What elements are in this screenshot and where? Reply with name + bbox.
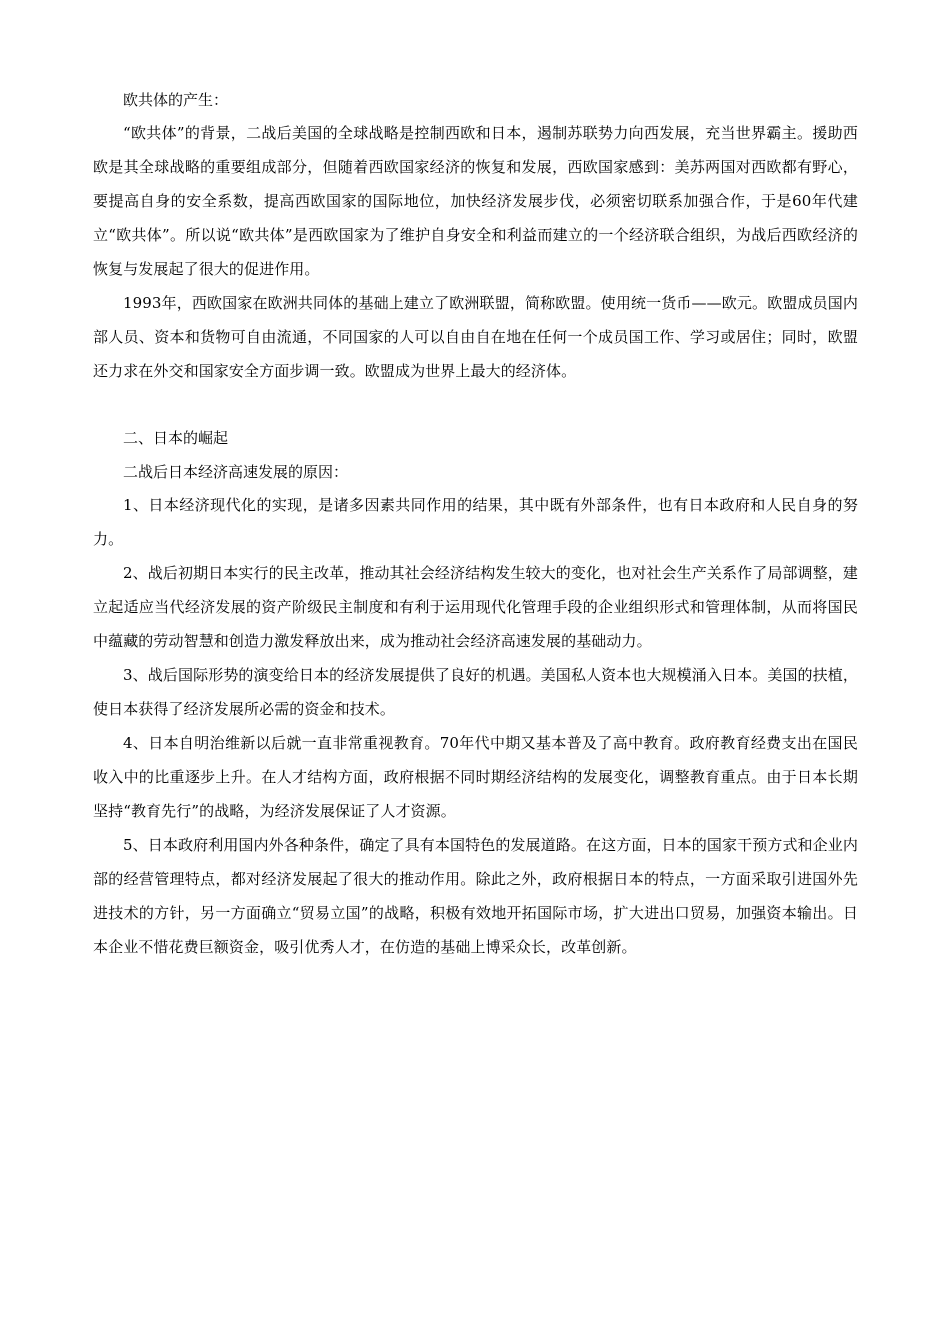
section2-paragraph-4: 4、日本自明治维新以后就一直非常重视教育。70年代中期又基本普及了高中教育。政府教育经费支出在国民收入中的比重逐步上升。在人才结构方面，政府根据不同时期经济结构的发展变化，调整教育重点。由于日本长期坚持“教育先行”的战略，为经济发展保证了人才资源。 [93, 734, 858, 820]
document-page [93, 90, 858, 964]
spacer [93, 448, 858, 462]
spacer [93, 388, 858, 428]
section2-paragraph-3: 3、战后国际形势的演变给日本的经济发展提供了良好的机遇。美国私人资本也大规模涌入日本。美国的扶植，使日本获得了经济发展所必需的资金和技术。 [93, 666, 858, 718]
section2-heading: 二、日本的崛起 [123, 429, 229, 447]
section1-paragraph-1: “欧共体”的背景，二战后美国的全球战略是控制西欧和日本，遏制苏联势力向西发展，充当世界霸主。援助西欧是其全球战略的重要组成部分，但随着西欧国家经济的恢复和发展，西欧国家感到：美苏两国对西欧都有野心，要提高自身的安全系数，提高西欧国家的国际地位，加快经济发展步伐，必须密切联系加强合作，于是60年代建立“欧共体”。所以说“欧共体”是西欧国家为了维护自身安全和利益而建立的一个经济联合组织，为战后西欧经济的恢复与发展起了很大的促进作用。 [93, 124, 858, 278]
section1-paragraph-2: 1993年，西欧国家在欧洲共同体的基础上建立了欧洲联盟，简称欧盟。使用统一货币——欧元。欧盟成员国内部人员、资本和货物可自由流通，不同国家的人可以自由自在地在任何一个成员国工作、学习或居住；同时，欧盟还力求在外交和国家安全方面步调一致。欧盟成为世界上最大的经济体。 [93, 294, 858, 380]
section2-subheading: 二战后日本经济高速发展的原因： [123, 463, 349, 481]
section2-paragraph-1: 1、日本经济现代化的实现，是诸多因素共同作用的结果，其中既有外部条件，也有日本政府和人民自身的努力。 [93, 496, 858, 548]
section2-paragraph-2: 2、战后初期日本实行的民主改革，推动其社会经济结构发生较大的变化，也对社会生产关系作了局部调整，建立起适应当代经济发展的资产阶级民主制度和有利于运用现代化管理手段的企业组织形式和管理体制，从而将国民中蕴藏的劳动智慧和创造力激发释放出来，成为推动社会经济高速发展的基础动力。 [93, 564, 858, 650]
section1-heading: 欧共体的产生： [123, 91, 229, 109]
section2-paragraph-5: 5、日本政府利用国内外各种条件，确定了具有本国特色的发展道路。在这方面，日本的国家干预方式和企业内部的经营管理特点，都对经济发展起了很大的推动作用。除此之外，政府根据日本的特点，一方面采取引进国外先进技术的方针，另一方面确立“贸易立国”的战略，积极有效地开拓国际市场，扩大进出口贸易，加强资本输出。日本企业不惜花费巨额资金，吸引优秀人才，在仿造的基础上博采众长，改革创新。 [93, 836, 858, 956]
